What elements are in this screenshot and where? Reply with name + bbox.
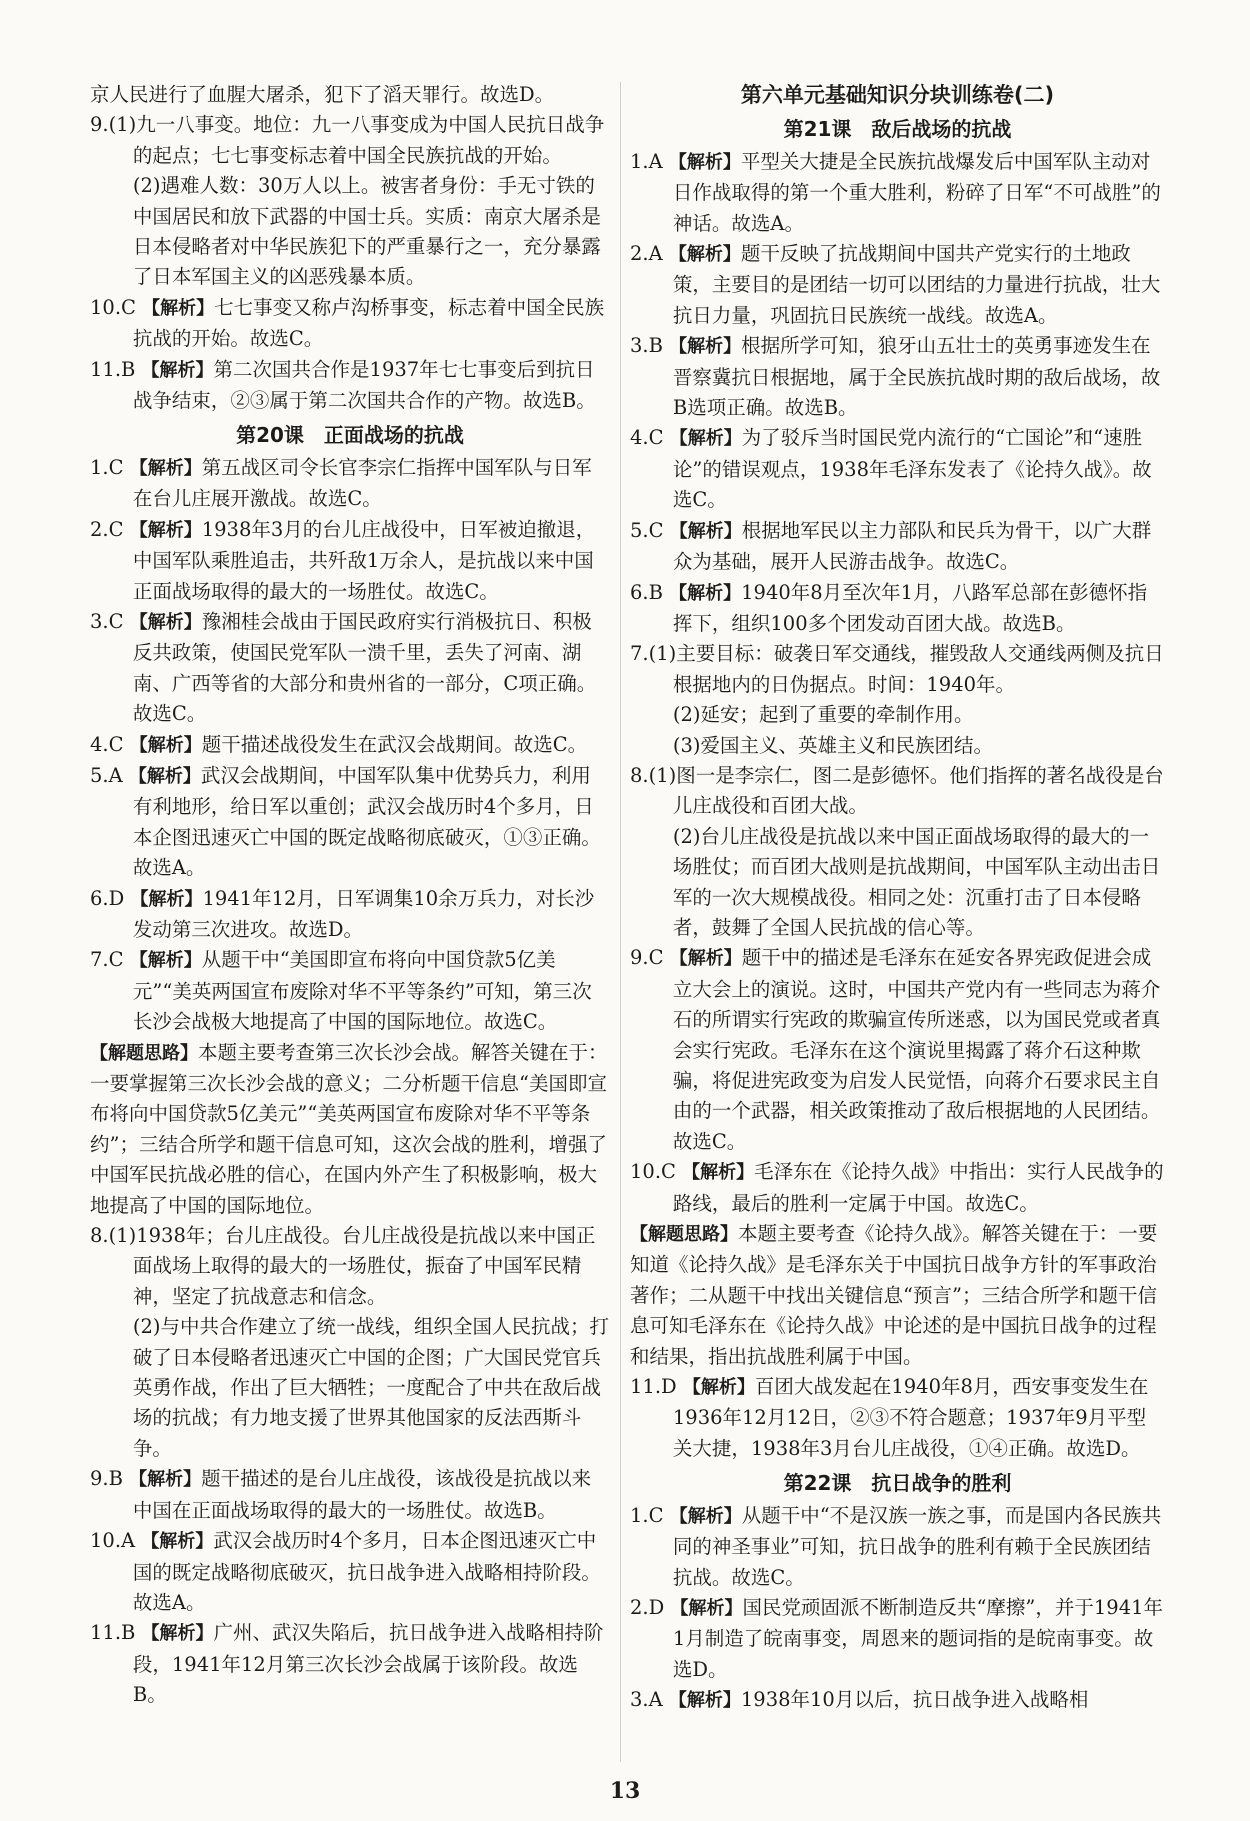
answer-item — [630, 1372, 1165, 1464]
analysis-label: 【解析】 — [669, 948, 742, 970]
answer-item — [90, 945, 610, 1037]
answer-key: 5.A — [90, 763, 129, 787]
answer-item — [630, 331, 1165, 423]
answer-key: 3.C — [90, 609, 130, 633]
analysis-text: 题干中的描述是毛泽东在延安各界宪政促进会成立大会上的演说。这时，中国共产党内有一些同志为蒋介石的所谓实行宪政的欺骗宣传所迷惑，以为国民党或者真会实行宪政。毛泽东在这个演说里揭露了蒋介石这种欺骗，将促进宪政变为启发人民觉悟，向蒋介石要求民主自由的一个武器，相关政策推动了敌后根据地的人民团结。故选C。 — [672, 946, 1161, 1153]
answer-key: 1.A — [630, 149, 669, 173]
analysis-label: 【解析】 — [141, 359, 214, 381]
answer-item — [90, 1618, 610, 1710]
analysis-label: 【解析】 — [669, 428, 742, 450]
answer-key: 3.B — [630, 334, 670, 358]
answer-key: 10.A — [90, 1529, 142, 1553]
analysis-text: 第五战区司令长官李宗仁指挥中国军队与日军在台儿庄展开激战。故选C。 — [132, 455, 592, 511]
analysis-text: 平型关大捷是全民族抗战爆发后中国军队主动对日作战取得的第一个重大胜利，粉碎了日军“不可战胜”的神话。故选A。 — [672, 149, 1161, 235]
analysis-text: 豫湘桂会战由于国民政府实行消极抗日、积极反共政策，使国民党军队一溃千里，丢失了河南、湖南、广西等省的大部分和贵州省的一部分，C项正确。故选C。 — [132, 609, 597, 726]
answer-key: 2.A — [630, 242, 669, 266]
answer-item: 8.(1)1938年；台儿庄战役。台儿庄战役是抗战以来中国正面战场上取得的最大的一场胜仗，振奋了中国军民精神，坚定了抗战意志和信念。 — [90, 1224, 596, 1308]
answer-item — [90, 453, 610, 515]
answer-key: 9.C — [630, 946, 670, 970]
lesson-heading: 第20课 正面战场的抗战 — [236, 423, 464, 448]
lesson-heading: 第22课 抗日战争的胜利 — [783, 1471, 1012, 1496]
answer-subpart: (2)与中共合作建立了统一战线，组织全国人民抗战；打破了日本侵略者迅速灭亡中国的企图；广大国民党官兵英勇作战，作出了巨大牺牲；一度配合了中共在敌后战场的抗战；有力地支援了世界其他国家的反法西斯斗争。 — [132, 1315, 610, 1460]
analysis-text: 武汉会战期间，中国军队集中优势兵力，利用有利地形，给日军以重创；武汉会战历时4个多月，日本企图迅速灭亡中国的既定战略彻底破灭，①③正确。故选A。 — [132, 763, 601, 880]
analysis-text: 题干描述战役发生在武汉会战期间。故选C。 — [201, 732, 588, 756]
analysis-label: 【解析】 — [670, 1597, 743, 1619]
analysis-label: 【解析】 — [669, 1505, 742, 1527]
solution-tip — [630, 1219, 1165, 1372]
page-number: 13 — [609, 1778, 641, 1804]
analysis-text: 七七事变又称卢沟桥事变，标志着中国全民族抗战的开始。故选C。 — [132, 295, 605, 351]
analysis-text: 第二次国共合作是1937年七七事变后到抗日战争结束，②③属于第二次国共合作的产物。故选B。 — [132, 357, 596, 413]
answer-key: 2.C — [90, 517, 130, 541]
answer-key: 1.C — [90, 455, 130, 479]
tip-text: 本题主要考查《论持久战》。解答关键在于：一要知道《论持久战》是毛泽东关于中国抗日战争方针的军事政治著作；二从题干中找出关键信息“预言”；三结合所学和题干信息可知毛泽东在《论持久战》中论述的是中国抗日战争的过程和结果，指出抗战胜利属于中国。 — [630, 1222, 1158, 1368]
answer-key: 7.C — [90, 948, 130, 972]
tip-text: 本题主要考查第三次长沙会战。解答关键在于：一要掌握第三次长沙会战的意义；二分析题干信息“美国即宣布将向中国贷款5亿美元”“美英两国宣布废除对华不平等条约”；三结合所学和题干信息可知，这次会战的胜利，增强了中国军民抗战必胜的信心，在国内外产生了积极影响，极大地提高了中国的国际地位。 — [90, 1040, 608, 1217]
tip-label: 【解题思路】 — [90, 1042, 198, 1064]
column-divider — [620, 82, 621, 1762]
answer-key: 1.C — [630, 1503, 670, 1527]
analysis-label: 【解析】 — [669, 520, 742, 542]
answer-item — [90, 293, 610, 355]
analysis-text: 毛泽东在《论持久战》中指出：实行人民战争的路线，最后的胜利一定属于中国。故选C。 — [672, 1160, 1164, 1215]
analysis-text: 从题干中“不是汉族一族之事，而是国内各民族共同的神圣事业”可知，抗日战争的胜利有赖于全民族团结抗战。故选C。 — [672, 1503, 1162, 1589]
analysis-label: 【解析】 — [141, 1531, 214, 1553]
answer-item — [630, 1157, 1165, 1219]
analysis-label: 【解析】 — [129, 1469, 202, 1491]
continued-text: 京人民进行了血腥大屠杀，犯下了滔天罪行。故选D。 — [90, 83, 555, 106]
answer-key: 11.D — [630, 1375, 683, 1399]
tip-label: 【解题思路】 — [630, 1224, 738, 1246]
answer-key: 6.B — [630, 580, 670, 604]
analysis-label: 【解析】 — [141, 1623, 214, 1645]
answer-item — [630, 578, 1165, 640]
analysis-label: 【解析】 — [129, 457, 202, 479]
analysis-label: 【解析】 — [669, 336, 742, 358]
answer-key: 6.D — [90, 886, 131, 910]
answer-item — [90, 355, 610, 417]
answer-item — [630, 239, 1165, 331]
analysis-text: 为了驳斥当时国民党内流行的“亡国论”和“速胜论”的错误观点，1938年毛泽东发表了《论持久战》。故选C。 — [672, 426, 1152, 512]
analysis-label: 【解析】 — [682, 1377, 755, 1399]
analysis-text: 百团大战发起在1940年8月，西安事变发生在1936年12月12日，②③不符合题意；1937年9月平型关大捷，1938年3月台儿庄战役，①④正确。故选D。 — [672, 1375, 1149, 1460]
analysis-text: 根据所学可知，狼牙山五壮士的英勇事迹发生在晋察冀抗日根据地，属于全民族抗战时期的敌后战场，故B选项正确。故选B。 — [672, 334, 1161, 420]
right-column — [630, 80, 1165, 1717]
analysis-label: 【解析】 — [129, 519, 202, 541]
answer-subpart: (2)遇难人数：30万人以上。被害者身份：手无寸铁的中国居民和放下武器的中国士兵。实质：南京大屠杀是日本侵略者对中华民族犯下的严重暴行之一，充分暴露了日本军国主义的凶恶残暴本质。 — [132, 174, 601, 289]
analysis-text: 题干反映了抗战期间中国共产党实行的土地政策，主要目的是团结一切可以团结的力量进行抗战，壮大抗日力量，巩固抗日民族统一战线。故选A。 — [672, 242, 1161, 327]
answer-key: 9.B — [90, 1467, 130, 1491]
answer-key: 2.D — [630, 1595, 671, 1619]
answer-item — [630, 943, 1165, 1157]
analysis-label: 【解析】 — [128, 765, 201, 787]
analysis-label: 【解析】 — [682, 1162, 755, 1184]
answer-item — [90, 761, 610, 884]
analysis-label: 【解析】 — [129, 734, 202, 756]
answer-item — [90, 607, 610, 730]
answer-key: 10.C — [90, 295, 143, 319]
answer-item — [630, 516, 1165, 578]
answer-item — [630, 1593, 1165, 1685]
answer-item — [630, 1685, 1165, 1716]
answer-item — [90, 1464, 610, 1526]
answer-item — [630, 1501, 1165, 1593]
unit-title: 第六单元基础知识分块训练卷(二) — [740, 83, 1055, 107]
analysis-text: 1941年12月，日军调集10余万兵力，对长沙发动第三次进攻。故选D。 — [132, 886, 595, 941]
analysis-label: 【解析】 — [668, 151, 741, 173]
analysis-text: 1940年8月至次年1月，八路军总部在彭德怀指挥下，组织100多个团发动百团大战。故选B。 — [672, 580, 1148, 635]
analysis-label: 【解析】 — [130, 888, 203, 910]
answer-key: 11.B — [90, 1621, 142, 1645]
answer-item — [630, 147, 1165, 239]
analysis-label: 【解析】 — [669, 582, 742, 604]
analysis-text: 题干描述的是台儿庄战役，该战役是抗战以来中国在正面战场取得的最大的一场胜仗。故选B。 — [132, 1467, 592, 1522]
answer-item — [90, 884, 610, 946]
answer-item: 9.(1)九一八事变。地位：九一八事变成为中国人民抗日战争的起点；七七事变标志着中国全民族抗战的开始。 — [90, 113, 605, 167]
analysis-label: 【解析】 — [129, 611, 202, 633]
answer-item — [90, 1526, 610, 1618]
analysis-label: 【解析】 — [668, 1690, 741, 1712]
answer-item: 7.(1)主要目标：破袭日军交通线，摧毁敌人交通线两侧及抗日根据地内的日伪据点。时间：1940年。 — [630, 642, 1164, 696]
answer-item: 8.(1)图一是李宗仁，图二是彭德怀。他们指挥的著名战役是台儿庄战役和百团大战。 — [630, 763, 1164, 818]
analysis-text: 广州、武汉失陷后，抗日战争进入战略相持阶段，1941年12月第三次长沙会战属于该阶段。故选B。 — [132, 1621, 604, 1707]
analysis-text: 根据地军民以主力部队和民兵为骨干，以广大群众为基础，展开人民游击战争。故选C。 — [672, 518, 1152, 574]
analysis-label: 【解析】 — [142, 297, 215, 319]
answer-key: 10.C — [630, 1160, 683, 1184]
answer-subpart: (3)爱国主义、英雄主义和民族团结。 — [672, 733, 994, 757]
analysis-text: 1938年3月的台儿庄战役中，日军被迫撤退，中国军队乘胜追击，共歼敌1万余人，是抗战以来中国正面战场取得的最大的一场胜仗。故选C。 — [132, 517, 596, 603]
answer-item — [90, 730, 610, 761]
analysis-text: 从题干中“美国即宣布将向中国贷款5亿美元”“美英两国宣布废除对华不平等条约”可知，第三次长沙会战极大地提高了中国的国际地位。故选C。 — [132, 948, 592, 1034]
solution-tip — [90, 1038, 610, 1221]
lesson-heading: 第21课 敌后战场的抗战 — [783, 117, 1012, 142]
answer-key: 3.A — [630, 1688, 669, 1712]
answer-key: 4.C — [630, 426, 670, 450]
answer-key: 11.B — [90, 357, 142, 381]
analysis-text: 国民党顽固派不断制造反共“摩擦”，并于1941年1月制造了皖南事变，周恩来的题词指的是皖南事变。故选D。 — [672, 1595, 1164, 1681]
answer-item — [630, 423, 1165, 515]
answer-subpart: (2)台儿庄战役是抗战以来中国正面战场取得的最大的一场胜仗；而百团大战则是抗战期间，中国军队主动出击日军的一次大规模战役。相同之处：沉重打击了日本侵略者，鼓舞了全国人民抗战的信心等。 — [672, 824, 1161, 939]
answer-key: 5.C — [630, 518, 670, 542]
analysis-label: 【解析】 — [668, 244, 741, 266]
answer-key: 4.C — [90, 732, 130, 756]
analysis-text: 武汉会战历时4个多月，日本企图迅速灭亡中国的既定战略彻底破灭，抗日战争进入战略相持阶段。故选A。 — [132, 1529, 601, 1614]
answer-item — [90, 515, 610, 607]
answer-subpart: (2)延安；起到了重要的牵制作用。 — [672, 703, 974, 727]
analysis-text: 1938年10月以后，抗日战争进入战略相 — [740, 1688, 1089, 1712]
analysis-label: 【解析】 — [129, 950, 202, 972]
left-column — [90, 80, 610, 1711]
